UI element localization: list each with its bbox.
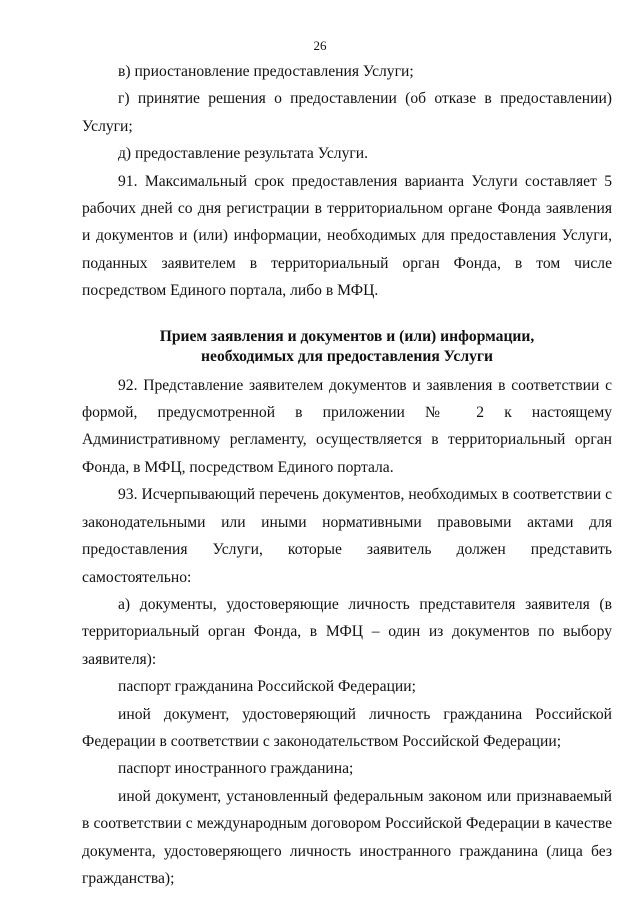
paragraph-v-suspension: в) приостановление предоставления Услуги; — [118, 63, 414, 80]
list-item-rf-passport: паспорт гражданина Российской Федерации; — [118, 678, 416, 696]
paragraph-92: 92. Представление заявителем документов и заявления в соответствии с формой, предусмотренной в приложении № 2 к настоящему Административному регламенту, осуществляется в территориальный орган Фонда, в МФЦ, посредством Единого портала. — [82, 376, 612, 476]
list-item-other-rf-document: иной документ, удостоверяющий личность гражданина Российской Федерации в соответствии с законодательством Российской Федерации; — [82, 705, 612, 750]
list-item-other-foreign-document: иной документ, установленный федеральным законом или признаваемый в соответствии с международным договором Российской Федерации в качестве документа, удостоверяющего личность иностранного гражданина (лица без гражданства); — [82, 787, 612, 887]
paragraph-g-decision: г) принятие решения о предоставлении (об отказе в предоставлении) Услуги; — [82, 90, 612, 135]
list-item-foreign-passport: паспорт иностранного гражданина; — [118, 760, 354, 778]
section-heading-line-1: Прием заявления и документов и (или) информации, — [159, 327, 535, 345]
section-heading — [82, 327, 612, 367]
document-body — [82, 58, 612, 892]
section-heading-line-2: необходимых для предоставления Услуги — [201, 347, 493, 365]
paragraph-d-result: д) предоставление результата Услуги. — [118, 145, 369, 163]
paragraph-93: 93. Исчерпывающий перечень документов, необходимых в соответствии с законодательными или иными нормативными правовыми актами для предоставления Услуги, которые заявитель должен представить самостоятельно: — [82, 486, 612, 586]
page-number: 26 — [313, 38, 327, 53]
paragraph-91: 91. Максимальный срок предоставления варианта Услуги составляет 5 рабочих дней со дня регистрации в территориальном органе Фонда заявления и документов и (или) информации, необходимых для предоставления Услуги, поданных заявителем в территориальный орган Фонда, в том числе посредством Единого портала, либо в МФЦ. — [82, 172, 612, 300]
paragraph-a-documents: а) документы, удостоверяющие личность представителя заявителя (в территориальный орган Фонда, в МФЦ – один из документов по выбору заявителя): — [82, 595, 612, 668]
